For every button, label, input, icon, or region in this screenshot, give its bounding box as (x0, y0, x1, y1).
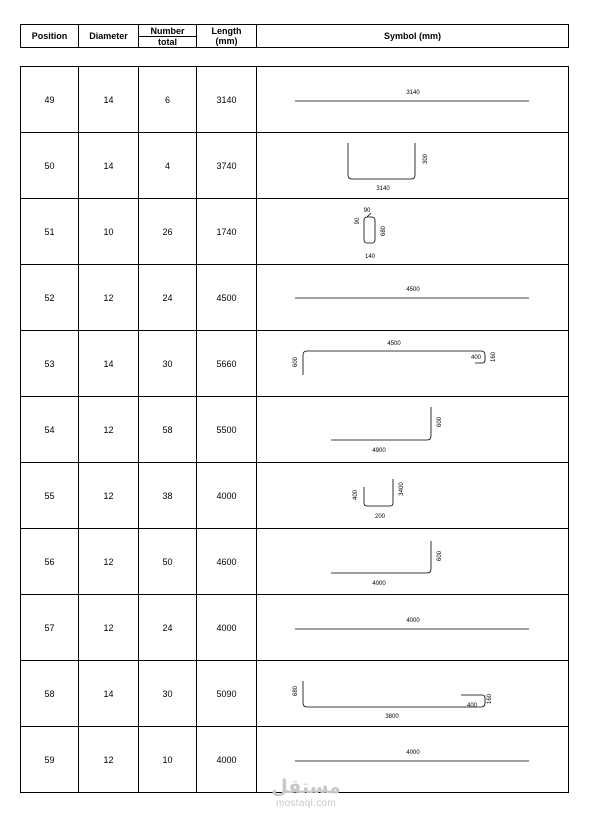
header-diameter: Diameter (79, 25, 139, 48)
cell-position: 56 (21, 529, 79, 595)
table-row (21, 331, 569, 397)
bar-shape-cranked (257, 661, 567, 726)
watermark-latin: mostaql.com (276, 798, 336, 809)
cell-number-total: 30 (139, 331, 197, 397)
cell-symbol (257, 199, 569, 265)
bar-shape-straight (257, 265, 567, 330)
table-row (21, 397, 569, 463)
header-position: Position (21, 25, 79, 48)
dim-label: 4900 (372, 448, 386, 454)
cell-length: 5500 (197, 397, 257, 463)
cell-position: 59 (21, 727, 79, 793)
dim-label: 4000 (406, 618, 420, 624)
cell-length: 4500 (197, 265, 257, 331)
header-total: total (139, 37, 197, 48)
bar-shape-stirrup (257, 199, 567, 264)
dim-label: 4500 (406, 287, 420, 293)
cell-diameter: 14 (79, 331, 139, 397)
dim-label: 600 (437, 416, 443, 428)
cell-number-total: 26 (139, 199, 197, 265)
cell-symbol (257, 661, 569, 727)
cell-diameter: 14 (79, 67, 139, 133)
cell-number-total: 50 (139, 529, 197, 595)
cell-diameter: 10 (79, 199, 139, 265)
table-row (21, 661, 569, 727)
cell-number-total: 10 (139, 727, 197, 793)
cell-number-total: 6 (139, 67, 197, 133)
dim-label: 600 (437, 550, 443, 562)
header-table (20, 24, 569, 48)
table-row (21, 199, 569, 265)
cell-position: 57 (21, 595, 79, 661)
cell-length: 4000 (197, 595, 257, 661)
dim-label: 300 (423, 153, 429, 165)
bar-shape-l (257, 397, 567, 462)
bar-shape-straight (257, 595, 567, 660)
header-length-unit: (mm) (215, 36, 238, 46)
table-row (21, 595, 569, 661)
dim-label: 4000 (372, 581, 386, 587)
cell-position: 54 (21, 397, 79, 463)
cell-number-total: 58 (139, 397, 197, 463)
dim-label: 3140 (376, 186, 390, 192)
dim-label: 200 (374, 514, 386, 520)
cell-diameter: 12 (79, 595, 139, 661)
dim-label: 4500 (387, 341, 401, 347)
dim-label: 160 (487, 693, 493, 705)
bending-schedule-table (20, 66, 569, 793)
header-length-label: Length (211, 26, 242, 36)
cell-length: 4000 (197, 463, 257, 529)
header-length (197, 25, 257, 48)
cell-length: 5660 (197, 331, 257, 397)
cell-diameter: 14 (79, 133, 139, 199)
dim-label: 140 (364, 254, 376, 260)
dim-label: 3400 (399, 482, 405, 496)
cell-length: 3740 (197, 133, 257, 199)
cell-position: 55 (21, 463, 79, 529)
dim-label: 400 (466, 703, 478, 709)
cell-diameter: 12 (79, 265, 139, 331)
cell-position: 49 (21, 67, 79, 133)
cell-symbol (257, 595, 569, 661)
dim-label: 680 (293, 685, 299, 697)
dim-label: 90 (363, 208, 371, 214)
cell-symbol (257, 331, 569, 397)
bar-shape-l (257, 529, 567, 594)
cell-symbol (257, 265, 569, 331)
cell-symbol (257, 529, 569, 595)
watermark-arabic: مستقل (271, 776, 341, 798)
dim-label: 160 (491, 351, 497, 363)
cell-length: 3140 (197, 67, 257, 133)
cell-diameter: 12 (79, 727, 139, 793)
table-row (21, 67, 569, 133)
watermark (266, 776, 346, 812)
dim-label: 90 (355, 217, 361, 225)
cell-position: 50 (21, 133, 79, 199)
cell-diameter: 12 (79, 529, 139, 595)
cell-number-total: 30 (139, 661, 197, 727)
dim-label: 600 (293, 356, 299, 368)
bar-shape-u (257, 133, 567, 198)
bar-shape-straight (257, 67, 567, 132)
cell-diameter: 12 (79, 397, 139, 463)
header-symbol: Symbol (mm) (257, 25, 569, 48)
cell-symbol (257, 133, 569, 199)
cell-number-total: 38 (139, 463, 197, 529)
cell-symbol (257, 463, 569, 529)
cell-position: 51 (21, 199, 79, 265)
cell-position: 58 (21, 661, 79, 727)
dim-label: 680 (381, 225, 387, 237)
table-row (21, 463, 569, 529)
cell-number-total: 4 (139, 133, 197, 199)
cell-number-total: 24 (139, 265, 197, 331)
cell-symbol (257, 67, 569, 133)
bar-shape-u-uneven (257, 463, 567, 528)
dim-label: 4000 (406, 750, 420, 756)
cell-position: 52 (21, 265, 79, 331)
cell-length: 4600 (197, 529, 257, 595)
dim-label: 400 (353, 489, 359, 501)
bar-shape-cranked (257, 331, 567, 396)
table-row (21, 529, 569, 595)
cell-number-total: 24 (139, 595, 197, 661)
cell-length: 1740 (197, 199, 257, 265)
cell-diameter: 14 (79, 661, 139, 727)
dim-label: 3140 (406, 90, 420, 96)
dim-label: 3800 (385, 714, 399, 720)
cell-position: 53 (21, 331, 79, 397)
dim-label: 400 (470, 355, 482, 361)
header-number: Number (139, 25, 197, 37)
cell-length: 4000 (197, 727, 257, 793)
cell-diameter: 12 (79, 463, 139, 529)
table-row (21, 133, 569, 199)
table-row (21, 265, 569, 331)
cell-length: 5090 (197, 661, 257, 727)
cell-symbol (257, 397, 569, 463)
